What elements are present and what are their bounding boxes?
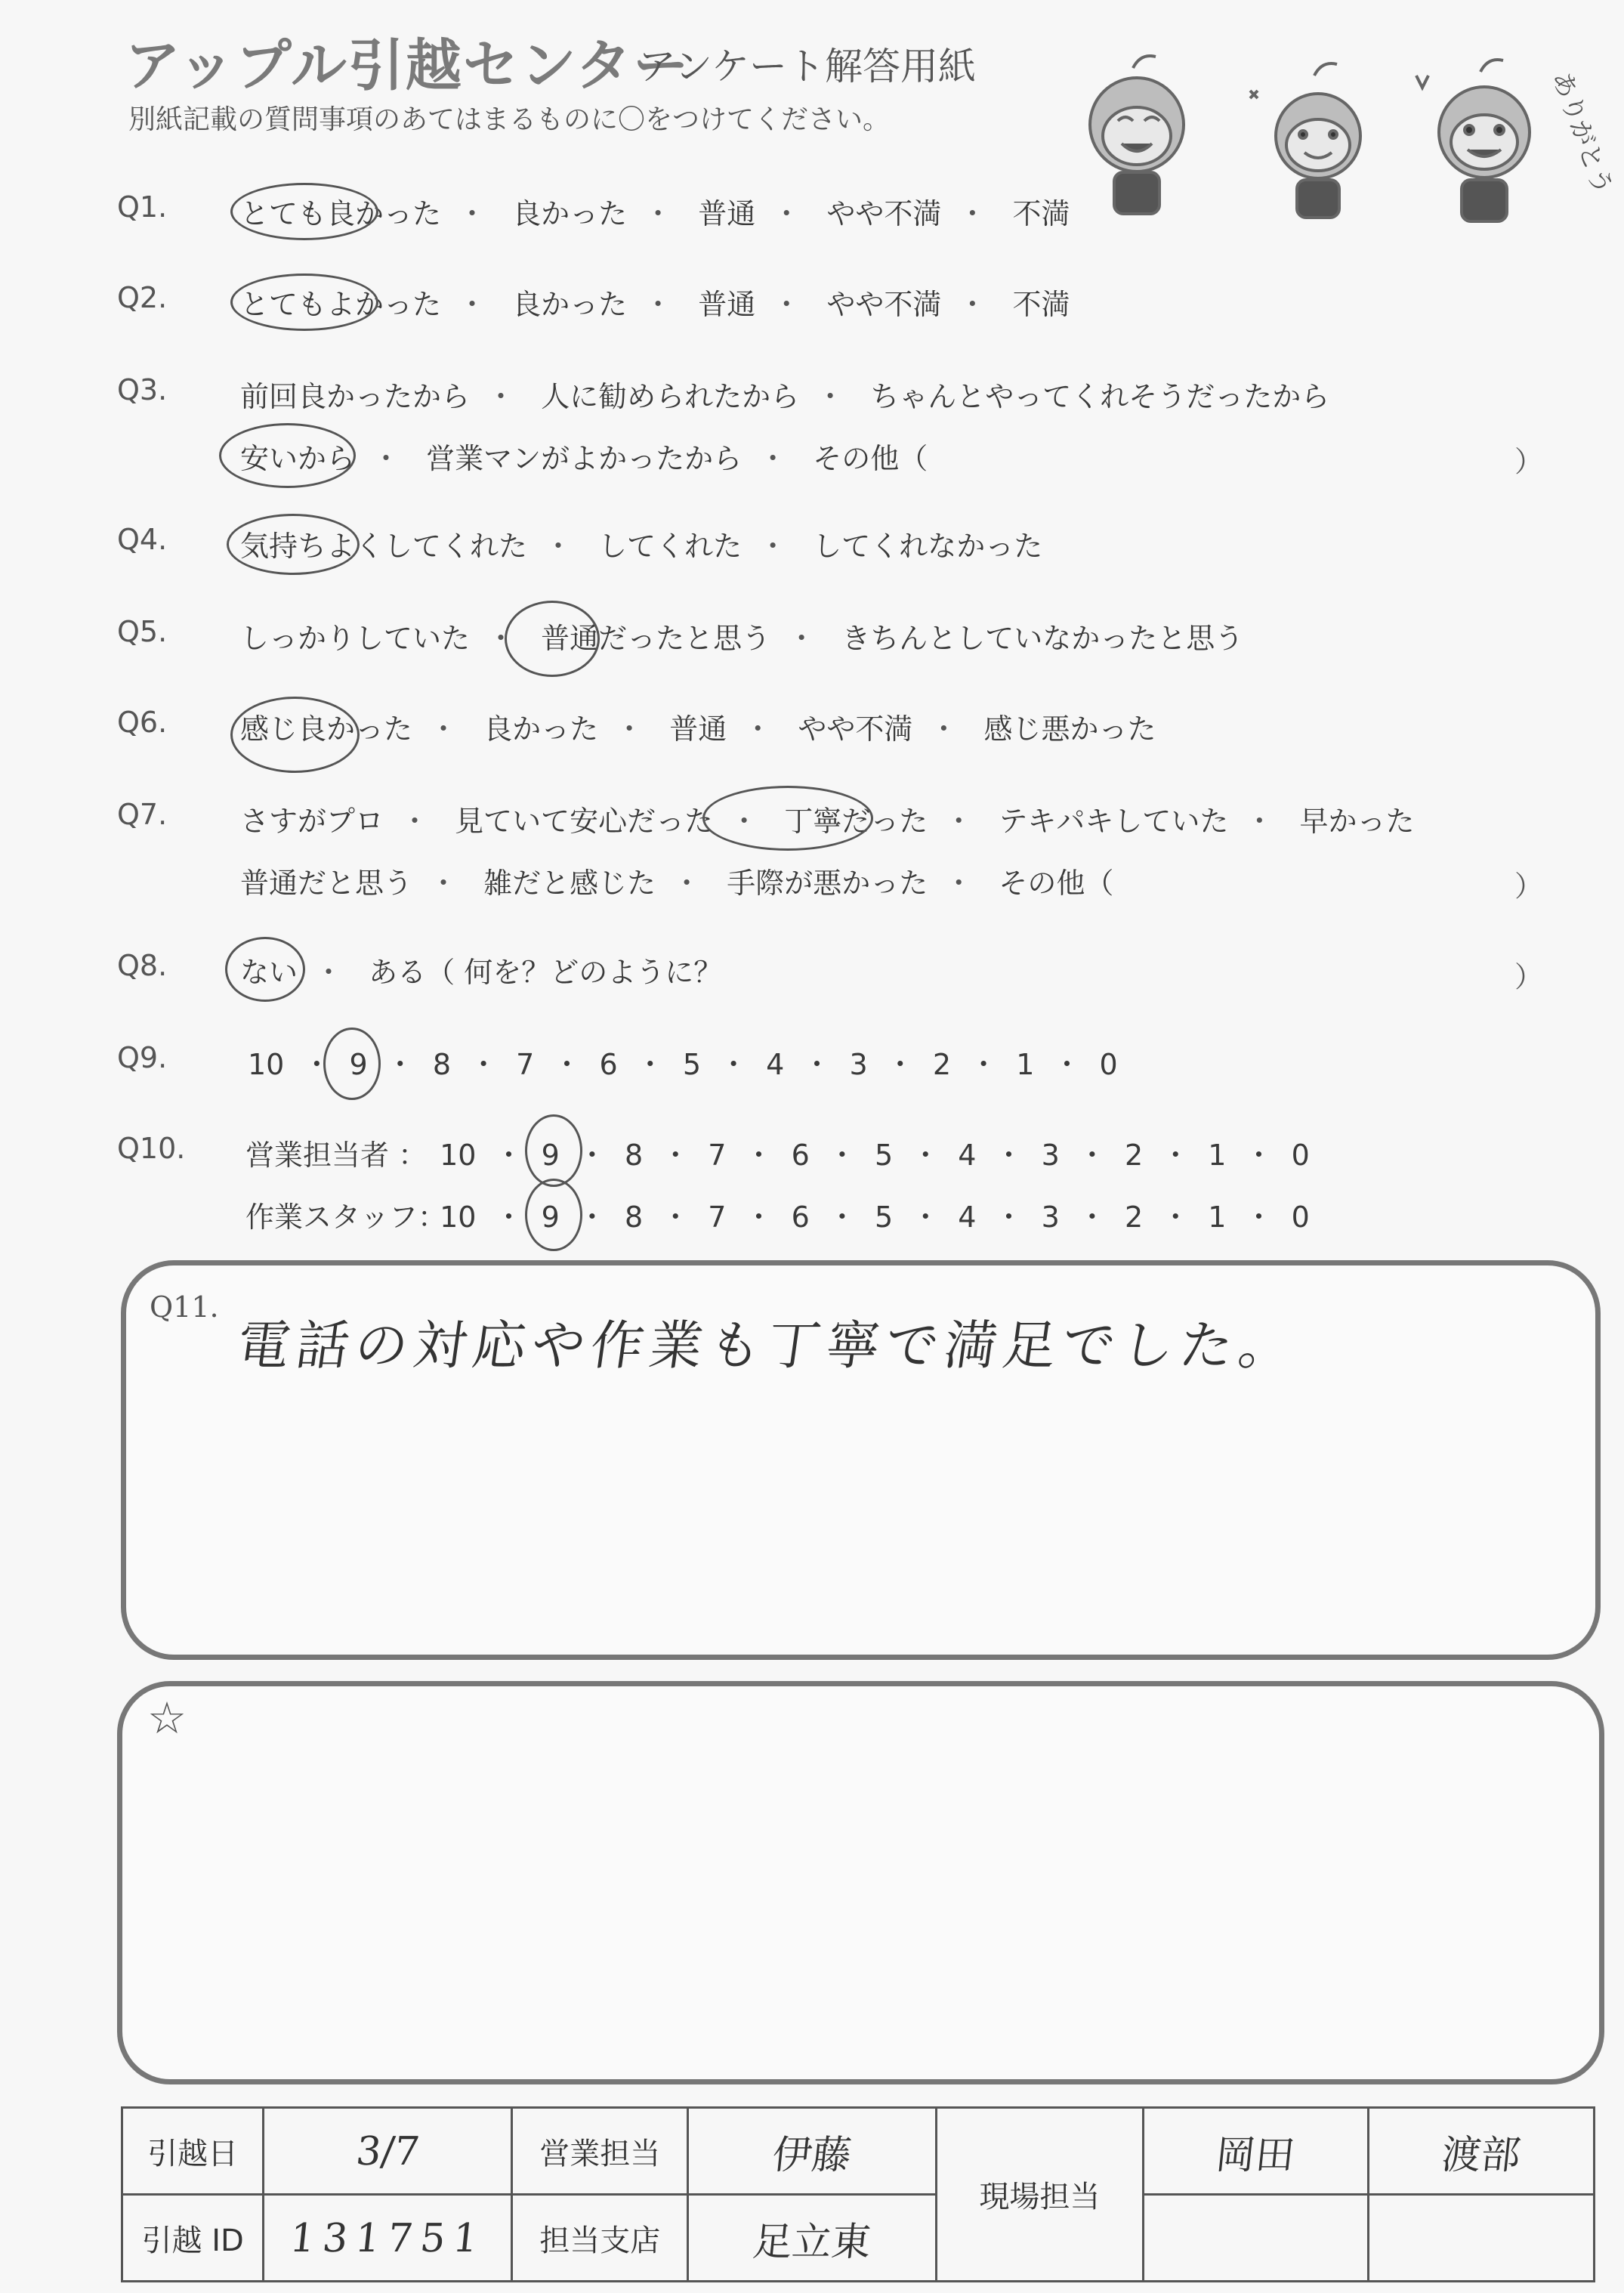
q8-options: ない ・ ある（ 何を？どのように？ xyxy=(240,949,722,990)
q7-option-3[interactable]: 丁寧だった xyxy=(784,805,928,838)
q5-options: しっかりしていた ・ 普通だったと思う ・ きちんとしていなかったと思う xyxy=(240,615,1243,657)
q2-label: Q2. xyxy=(117,281,168,314)
q7-option-6[interactable]: 普通だと思う xyxy=(240,867,413,900)
branch-label: 担当支店 xyxy=(512,2195,688,2282)
q1-label: Q1. xyxy=(117,190,168,224)
q6-option-5[interactable]: 感じ悪かった xyxy=(983,712,1156,746)
mascot-thanks-text: ありがとう xyxy=(1545,67,1619,199)
q8-option-1[interactable]: ない xyxy=(240,956,298,989)
q8-close-paren: ） xyxy=(1514,960,1544,994)
site-staff-label: 現場担当 xyxy=(937,2108,1143,2282)
q3-option-6[interactable]: その他（ xyxy=(813,442,928,475)
q2-option-3[interactable]: 普通 xyxy=(698,288,756,321)
q2-options: とてもよかった ・ 良かった ・ 普通 ・ やや不満 ・ 不満 xyxy=(240,281,1070,323)
q7-options-row-2: 普通だと思う ・ 雑だと感じた ・ 手際が悪かった ・ その他（ xyxy=(240,860,1113,901)
q9-scale[interactable]: 10 ・ 9 ・ 8 ・ 7 ・ 6 ・ 5 ・ 4 ・ 3 ・ 2 ・ 1 ・ 0 xyxy=(248,1048,1118,1081)
q1-option-3[interactable]: 普通 xyxy=(698,197,756,230)
q7-option-9[interactable]: その他（ xyxy=(999,867,1114,900)
q3-option-2[interactable]: 人に勧められたから xyxy=(541,380,800,413)
monkey-mascot-right-icon xyxy=(1439,60,1530,221)
q7-options-row-1: さすがプロ ・ 見ていて安心だった ・ 丁寧だった ・ テキパキしていた ・ 早かった xyxy=(240,798,1415,839)
q4-option-2[interactable]: してくれた xyxy=(598,530,743,563)
q10-sales-row xyxy=(245,1132,1310,1173)
q5-option-2[interactable]: 普通だったと思う xyxy=(541,622,771,655)
q10-staff-scale[interactable]: 10 ・ 9 ・ 8 ・ 7 ・ 6 ・ 5 ・ 4 ・ 3 ・ 2 ・ 1 ・ 0 xyxy=(440,1201,1310,1234)
q1-option-2[interactable]: 良かった xyxy=(512,197,628,230)
q3-option-3[interactable]: ちゃんとやってくれそうだったから xyxy=(870,380,1330,413)
q1-option-1[interactable]: とても良かった xyxy=(240,197,442,230)
q11-label: Q11. xyxy=(150,1290,219,1324)
q5-option-1[interactable]: しっかりしていた xyxy=(240,622,471,655)
q6-option-1[interactable]: 感じ良かった xyxy=(240,712,413,746)
site-staff-1-value[interactable]: 岡田 xyxy=(1138,2108,1373,2195)
monkey-mascot-left-icon xyxy=(1090,56,1184,214)
sales-rep-label: 営業担当 xyxy=(512,2108,688,2195)
move-info-table xyxy=(121,2106,1595,2282)
q7-close-paren: ） xyxy=(1514,870,1544,903)
q7-option-1[interactable]: さすがプロ xyxy=(240,805,384,838)
q11-handwritten-answer: 電話の対応や作業も丁寧で満足でした。 xyxy=(233,1315,1302,1377)
instruction-text: 別紙記載の質問事項のあてはまるものに〇をつけてください。 xyxy=(128,104,891,135)
q1-options: とても良かった ・ 良かった ・ 普通 ・ やや不満 ・ 不満 xyxy=(240,190,1070,232)
q9-label: Q9. xyxy=(117,1041,168,1074)
q3-close-paren: ） xyxy=(1514,445,1544,478)
monkey-mascots-illustration xyxy=(1061,45,1619,242)
q6-options: 感じ良かった ・ 良かった ・ 普通 ・ やや不満 ・ 感じ悪かった xyxy=(240,706,1156,747)
q10-sales-scale[interactable]: 10 ・ 9 ・ 8 ・ 7 ・ 6 ・ 5 ・ 4 ・ 3 ・ 2 ・ 1 ・ 0 xyxy=(440,1139,1310,1172)
move-date-label: 引越日 xyxy=(122,2108,264,2195)
q10-sales-label: 営業担当者 ： xyxy=(245,1139,428,1172)
sales-rep-value[interactable]: 伊藤 xyxy=(684,2108,941,2195)
q6-option-2[interactable]: 良かった xyxy=(483,712,599,746)
q7-option-5[interactable]: 早かった xyxy=(1299,805,1415,838)
q10-label: Q10. xyxy=(117,1132,186,1165)
monkey-mascot-middle-icon xyxy=(1276,63,1360,218)
q10-staff-label: 作業スタッフ： xyxy=(245,1201,447,1234)
move-id-label: 引越 ID xyxy=(122,2195,264,2282)
site-staff-2-value[interactable]: 渡部 xyxy=(1364,2108,1599,2195)
star-icon: ☆ xyxy=(147,1692,187,1744)
q10-staff-row xyxy=(245,1194,1310,1235)
q2-option-5[interactable]: 不満 xyxy=(1012,288,1070,321)
form-subtitle: アンケート解答用紙 xyxy=(638,45,976,88)
q8-option-2[interactable]: ある（ 何を？どのように？ xyxy=(369,956,723,989)
q7-option-7[interactable]: 雑だと感じた xyxy=(483,867,656,900)
q6-option-3[interactable]: 普通 xyxy=(669,712,727,746)
free-comment-box[interactable] xyxy=(117,1681,1604,2084)
q3-options-row-1: 前回良かったから ・ 人に勧められたから ・ ちゃんとやってくれそうだったから xyxy=(240,373,1329,415)
q4-label: Q4. xyxy=(117,523,168,556)
q4-option-3[interactable]: してくれなかった xyxy=(813,530,1043,563)
q7-option-4[interactable]: テキパキしていた xyxy=(999,805,1229,838)
q2-option-4[interactable]: やや不満 xyxy=(826,288,942,321)
branch-value[interactable]: 足立東 xyxy=(684,2195,941,2282)
q5-option-3[interactable]: きちんとしていなかったと思う xyxy=(841,622,1244,655)
q8-label: Q8. xyxy=(117,949,168,982)
q5-label: Q5. xyxy=(117,615,168,648)
site-staff-4-cell[interactable] xyxy=(1369,2195,1595,2282)
q1-option-5[interactable]: 不満 xyxy=(1012,197,1070,230)
q3-label: Q3. xyxy=(117,373,168,406)
q6-label: Q6. xyxy=(117,706,168,739)
q3-option-1[interactable]: 前回良かったから xyxy=(240,380,471,413)
q6-option-4[interactable]: やや不満 xyxy=(798,712,913,746)
q1-option-4[interactable]: やや不満 xyxy=(826,197,942,230)
q3-option-5[interactable]: 営業マンがよかったから xyxy=(426,442,743,475)
move-id-value[interactable]: 131751 xyxy=(259,2195,517,2282)
q7-label: Q7. xyxy=(117,798,168,831)
q2-option-2[interactable]: 良かった xyxy=(512,288,628,321)
q3-option-4[interactable]: 安いから xyxy=(240,442,356,475)
move-date-value[interactable]: 3/7 xyxy=(259,2108,517,2195)
form-title: アップル引越センター xyxy=(125,33,690,98)
q4-options: 気持ちよくしてくれた ・ してくれた ・ してくれなかった xyxy=(240,523,1042,564)
q7-option-2[interactable]: 見ていて安心だった xyxy=(455,805,714,838)
q4-option-1[interactable]: 気持ちよくしてくれた xyxy=(240,530,528,563)
q3-options-row-2: 安いから ・ 営業マンがよかったから ・ その他（ xyxy=(240,435,928,477)
q2-option-1[interactable]: とてもよかった xyxy=(240,288,442,321)
site-staff-3-cell[interactable] xyxy=(1143,2195,1369,2282)
q7-option-8[interactable]: 手際が悪かった xyxy=(727,867,928,900)
